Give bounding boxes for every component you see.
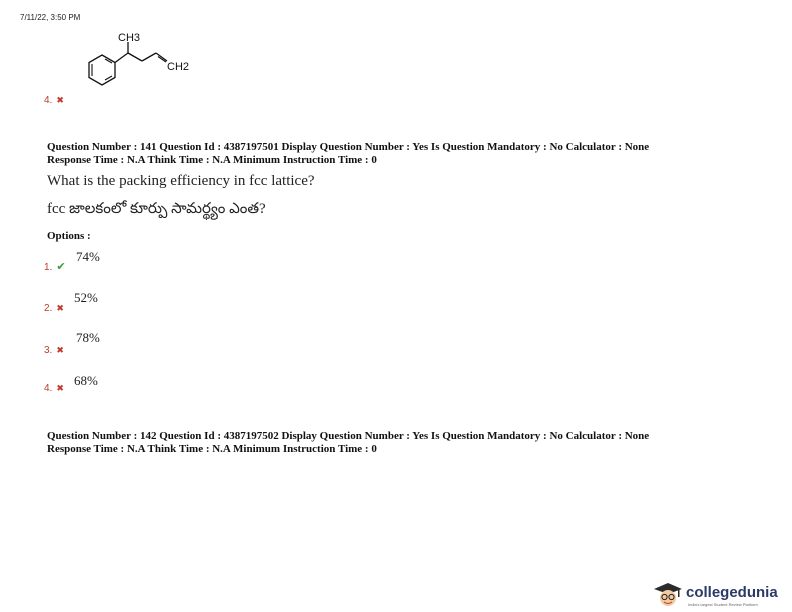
prev-option-4: [44, 90, 64, 108]
cross-icon: ✖: [56, 304, 64, 314]
meta-line-1: Question Number : 142 Question Id : 4387197502 Display Question Number : Yes Is Question Mandatory : No Calculator : None: [47, 430, 650, 442]
question-text-telugu: fcc జాలకంలో కూర్పు సామర్థ్యం ఎంత?: [47, 201, 266, 217]
option-number: 1.: [44, 262, 53, 273]
option-3: [44, 340, 64, 358]
cross-icon: ✖: [56, 384, 64, 394]
option-4-value: 68%: [74, 373, 98, 388]
options-label: Options :: [47, 230, 91, 242]
option-number: 4.: [44, 383, 53, 394]
cross-icon: ✖: [56, 346, 64, 356]
option-2-value: 52%: [74, 290, 98, 305]
question-142-meta: [47, 430, 649, 456]
question-141-meta: [47, 141, 649, 167]
option-number: 4.: [44, 95, 53, 106]
option-1-value: 74%: [76, 249, 100, 264]
ch3-label: CH3: [118, 32, 141, 44]
print-timestamp: 7/11/22, 3:50 PM: [20, 13, 81, 22]
option-2: [44, 298, 64, 316]
meta-line-1: Question Number : 141 Question Id : 4387197501 Display Question Number : Yes Is Question Mandatory : No Calculator : None: [47, 141, 650, 153]
meta-line-2: Response Time : N.A Think Time : N.A Minimum Instruction Time : 0: [47, 154, 377, 166]
option-number: 2.: [44, 303, 53, 314]
question-text-english: What is the packing efficiency in fcc lattice?: [47, 173, 315, 189]
option-number: 3.: [44, 345, 53, 356]
option-3-value: 78%: [76, 330, 100, 345]
logo-tagline: India's largest Student Review Platform: [688, 602, 758, 607]
chemical-structure: [70, 30, 210, 105]
meta-line-2: Response Time : N.A Think Time : N.A Minimum Instruction Time : 0: [47, 443, 377, 455]
ch2-label: CH2: [167, 61, 190, 73]
collegedunia-logo: [652, 582, 792, 608]
option-4: [44, 378, 64, 396]
logo-text: collegedunia: [686, 584, 778, 601]
cross-icon: ✖: [56, 96, 64, 106]
mascot-icon: [652, 582, 684, 608]
option-1: [44, 257, 66, 275]
check-icon: ✔: [56, 260, 66, 273]
